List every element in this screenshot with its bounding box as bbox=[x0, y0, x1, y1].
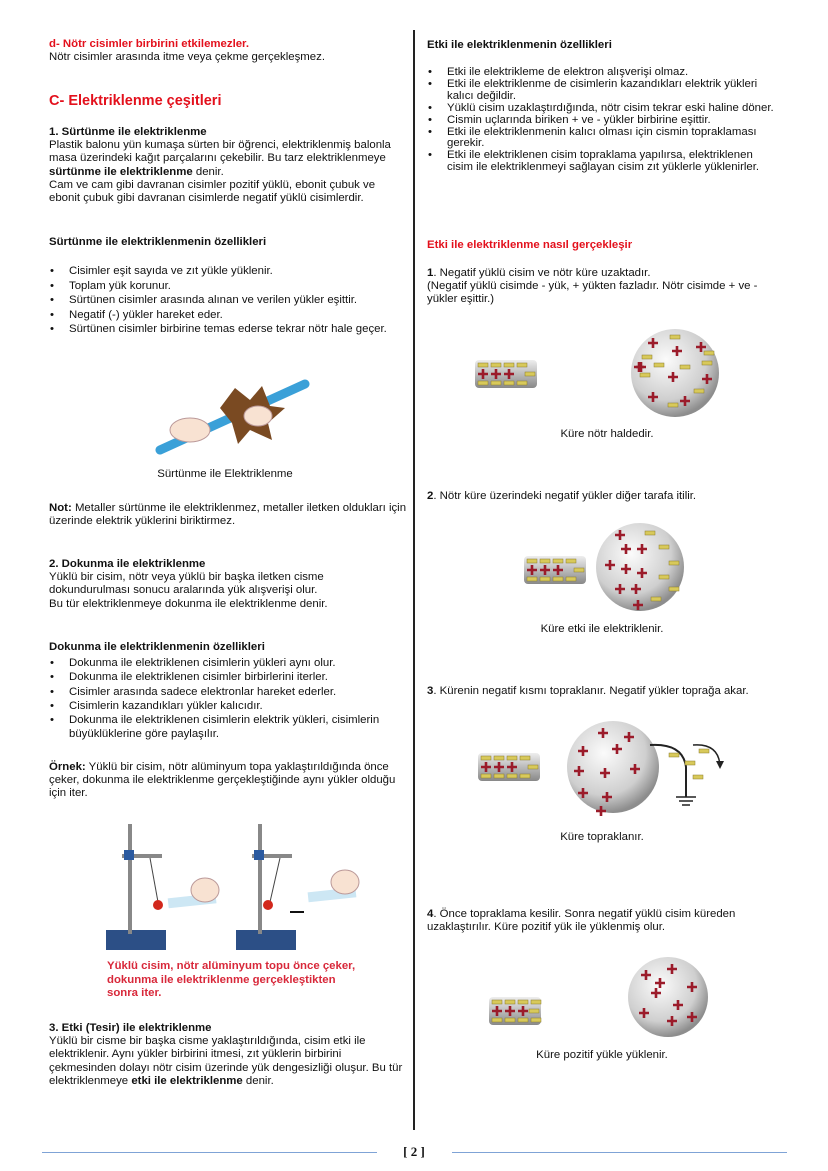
minus-charge bbox=[492, 1000, 502, 1004]
minus-charge bbox=[518, 1018, 528, 1022]
minus-charge bbox=[518, 1000, 528, 1004]
footer-rule-left bbox=[42, 1152, 377, 1153]
minus-charge bbox=[669, 561, 679, 565]
list-item: • Cisimlerin kazandıkları yükler kalıcıdır. bbox=[49, 699, 409, 713]
minus-charge bbox=[693, 775, 703, 779]
friction-section bbox=[49, 126, 409, 205]
note-text: Metaller sürtünme ile elektriklenmez, metaller iletken oldukları için üzerinde elektrik yüklerini biriktirmez. bbox=[49, 502, 407, 528]
footer-rule-right bbox=[452, 1152, 787, 1153]
list-item: • Cismin uçlarında biriken + ve - yükler birbirine eşittir. bbox=[427, 115, 777, 127]
stand-image-caption: Yüklü cisim, nötr alüminyum topu önce çeker, dokunma ile elektriklenme gerçekleştikten sonra iter. bbox=[107, 960, 356, 999]
minus-charge bbox=[704, 351, 714, 355]
step-number: 1 bbox=[427, 267, 434, 279]
minus-charge bbox=[492, 1018, 502, 1022]
page-number: [ 2 ] bbox=[403, 1144, 425, 1159]
step-number: 3 bbox=[427, 685, 434, 697]
induction-props-list bbox=[427, 67, 777, 174]
minus-charge bbox=[491, 381, 501, 385]
step-2-caption: Küre etki ile elektriklenir. bbox=[540, 623, 664, 635]
minus-charge bbox=[651, 597, 661, 601]
example-label: Örnek: bbox=[49, 761, 86, 773]
minus-charge bbox=[531, 1018, 541, 1022]
minus-charge bbox=[668, 403, 678, 407]
contact-section bbox=[49, 558, 409, 611]
minus-charge bbox=[540, 559, 550, 563]
minus-charge bbox=[669, 753, 679, 757]
minus-charge bbox=[566, 577, 576, 581]
bold-term: etki ile elektriklenme bbox=[131, 1074, 243, 1087]
minus-charge bbox=[640, 373, 650, 377]
arrow-icon bbox=[693, 745, 720, 765]
list-item: • Etki ile elektriklenme de cisimlerin kazandıkları elektrik yükleri kalıcı değildir. bbox=[427, 79, 777, 103]
minus-charge bbox=[680, 365, 690, 369]
friction-title: 1. Sürtünme ile elektriklenme bbox=[49, 126, 207, 138]
list-item: • Toplam yük korunur. bbox=[49, 279, 409, 294]
step-3-diagram bbox=[478, 715, 738, 825]
example bbox=[49, 761, 409, 801]
step-1 bbox=[427, 267, 777, 307]
friction-props-title: Sürtünme ile elektriklenmenin özellikleri bbox=[49, 236, 267, 248]
minus-charge bbox=[659, 545, 669, 549]
induction-props-title: Etki ile elektriklenmenin özellikleri bbox=[427, 39, 612, 51]
minus-charge bbox=[520, 774, 530, 778]
step-2-diagram bbox=[520, 520, 720, 615]
step-4-caption: Küre pozitif yükle yüklenir. bbox=[536, 1049, 668, 1061]
minus-charge bbox=[699, 749, 709, 753]
minus-charge bbox=[527, 559, 537, 563]
column-divider bbox=[413, 30, 415, 1130]
step-4 bbox=[427, 908, 777, 934]
induction-text bbox=[49, 1035, 409, 1088]
text: Plastik balonu yün kumaşa sürten bir öğrenci, elektriklenmiş balonla masa üzerindeki kağıt parçalarını çekebilir. Bu tarz elektriklenmeye bbox=[49, 139, 391, 165]
text: denir. bbox=[242, 1074, 274, 1087]
list-item: • Sürtünen cisimler birbirine temas ederse tekrar nötr hale geçer. bbox=[49, 322, 409, 337]
minus-charge bbox=[504, 381, 514, 385]
how-induction-title: Etki ile elektriklenme nasıl gerçekleşir bbox=[427, 239, 633, 251]
note-label: Not: bbox=[49, 502, 72, 514]
contact-text: Yüklü bir cisim, nötr veya yüklü bir başka iletken cisme dokundurulması sonucu aralarında yük alışverişi olur. bbox=[49, 571, 324, 597]
minus-charge bbox=[654, 363, 664, 367]
arrow-head-icon bbox=[716, 761, 724, 769]
induction-section bbox=[49, 1022, 409, 1088]
list-item: • Dokunma ile elektriklenen cisimlerin yükleri aynı olur. bbox=[49, 656, 409, 670]
minus-charge bbox=[645, 531, 655, 535]
list-item: • Sürtünen cisimler arasında alınan ve verilen yükler eşittir. bbox=[49, 293, 409, 308]
minus-charge bbox=[525, 372, 535, 376]
minus-charge bbox=[517, 381, 527, 385]
minus-charge bbox=[478, 381, 488, 385]
minus-charge bbox=[685, 761, 695, 765]
list-item: • Etki ile elektrikleme de elektron alışverişi olmaz. bbox=[427, 67, 777, 79]
contact-props-list bbox=[49, 656, 409, 742]
d-heading: d- Nötr cisimler birbirini etkilemezler. bbox=[49, 38, 250, 50]
list-item: • Cisimler arasında sadece elektronlar hareket ederler. bbox=[49, 685, 409, 699]
step-text: . Kürenin negatif kısmı topraklanır. Negatif yükler toprağa akar. bbox=[433, 685, 749, 697]
minus-charge bbox=[494, 756, 504, 760]
minus-charge bbox=[553, 559, 563, 563]
list-item: • Yüklü cisim uzaklaştırdığında, nötr cisim tekrar eski haline döner. bbox=[427, 103, 777, 115]
section-c-heading: C- Elektriklenme çeşitleri bbox=[49, 93, 222, 109]
step-text: . Önce topraklama kesilir. Sonra negatif yüklü cisim küreden uzaklaştırılır. Küre pozitif yük ile yüklenmiş olur. bbox=[427, 908, 736, 934]
note bbox=[49, 502, 409, 528]
d-text: Nötr cisimler arasında itme veya çekme gerçekleşmez. bbox=[49, 51, 325, 64]
minus-charge bbox=[659, 575, 669, 579]
step-1-diagram bbox=[470, 325, 730, 425]
minus-charge bbox=[481, 774, 491, 778]
minus-charge bbox=[494, 774, 504, 778]
minus-charge bbox=[481, 756, 491, 760]
minus-charge bbox=[566, 559, 576, 563]
step-text: . Nötr küre üzerindeki negatif yükler diğer tarafa itilir. bbox=[433, 490, 697, 502]
step-4-diagram bbox=[485, 955, 725, 1045]
friction-text-2: Cam ve cam gibi davranan cisimler pozitif yüklü, ebonit çubuk ve ebonit çubuk gibi davranan cisimlerde negatif yüklü cisimlerdir. bbox=[49, 178, 376, 205]
step-number: 2 bbox=[427, 490, 434, 502]
minus-charge bbox=[507, 756, 517, 760]
neutral-section bbox=[49, 38, 409, 64]
electroscope-stand-illustration bbox=[100, 820, 360, 955]
minus-charge bbox=[517, 363, 527, 367]
text: Yüklü bir cisme bir başka cisme yaklaştırıldığında, cisim etki ile elektriklenir. Aynı yükler birbirini itmesi, zıt yüklerin birbirini çekmesinden dolayı nötr cisim üzerinde yük dengesizliği oluşur. Bu tür elektriklenmeye bbox=[49, 1035, 403, 1087]
minus-charge bbox=[504, 363, 514, 367]
list-item: • Etki ile elektriklenen cisim topraklama yapılırsa, elektriklenen cisim ile elektriklenmeyi sağlayan cisim zıt yüklerle yüklenirler. bbox=[427, 150, 777, 174]
list-item: • Negatif (-) yükler hareket eder. bbox=[49, 308, 409, 323]
friction-illustration bbox=[150, 378, 310, 458]
bold-term: sürtünme ile elektriklenme bbox=[49, 165, 193, 178]
list-item: • Dokunma ile elektriklenen cisimler birbirlerini iterler. bbox=[49, 670, 409, 684]
friction-image-caption: Sürtünme ile Elektriklenme bbox=[157, 468, 293, 480]
sphere bbox=[567, 721, 659, 813]
minus-charge bbox=[694, 389, 704, 393]
friction-text bbox=[49, 139, 409, 179]
induction-title: 3. Etki (Tesir) ile elektriklenme bbox=[49, 1022, 212, 1034]
minus-charge bbox=[528, 765, 538, 769]
minus-charge bbox=[702, 361, 712, 365]
minus-charge bbox=[670, 335, 680, 339]
minus-charge bbox=[574, 568, 584, 572]
example-text: Yüklü bir cisim, nötr alüminyum topa yaklaştırıldığında önce çeker, dokunma ile elektriklenme gerçekleştiğinde aynı yükler olduğu için iter. bbox=[49, 761, 396, 800]
minus-charge bbox=[553, 577, 563, 581]
minus-charge bbox=[527, 577, 537, 581]
list-item: • Etki ile elektriklenmenin kalıcı olması için cismin topraklaması gerekir. bbox=[427, 127, 777, 151]
minus-charge bbox=[505, 1018, 515, 1022]
step-2 bbox=[427, 490, 777, 503]
minus-charge bbox=[531, 1000, 541, 1004]
minus-charge bbox=[642, 355, 652, 359]
step-note: (Negatif yüklü cisimde - yük, + yükten fazladır. Nötr cisimde + ve - yükler eşittir.) bbox=[427, 280, 758, 306]
friction-props-list bbox=[49, 264, 409, 337]
list-item: • Dokunma ile elektriklenen cisimlerin elektrik yükleri, cisimlerin büyüklüklerine göre paylaşılır. bbox=[49, 713, 409, 742]
step-3-caption: Küre topraklanır. bbox=[560, 831, 644, 843]
list-item: • Cisimler eşit sayıda ve zıt yükle yüklenir. bbox=[49, 264, 409, 279]
minus-charge bbox=[478, 363, 488, 367]
ground-icon bbox=[676, 797, 696, 805]
minus-charge bbox=[669, 587, 679, 591]
text: denir. bbox=[192, 165, 224, 178]
contact-text-2: Bu tür elektriklenmeye dokunma ile elektriklenme denir. bbox=[49, 597, 328, 610]
minus-charge bbox=[491, 363, 501, 367]
step-3 bbox=[427, 685, 777, 698]
minus-charge bbox=[529, 1009, 539, 1013]
minus-charge bbox=[540, 577, 550, 581]
minus-charge bbox=[505, 1000, 515, 1004]
step-text: . Negatif yüklü cisim ve nötr küre uzaktadır. bbox=[433, 267, 651, 279]
step-1-caption: Küre nötr haldedir. bbox=[560, 428, 654, 440]
minus-charge bbox=[507, 774, 517, 778]
step-number: 4 bbox=[427, 908, 434, 920]
contact-title: 2. Dokunma ile elektriklenme bbox=[49, 558, 206, 570]
contact-props-title: Dokunma ile elektriklenmenin özellikleri bbox=[49, 641, 265, 653]
minus-charge bbox=[520, 756, 530, 760]
